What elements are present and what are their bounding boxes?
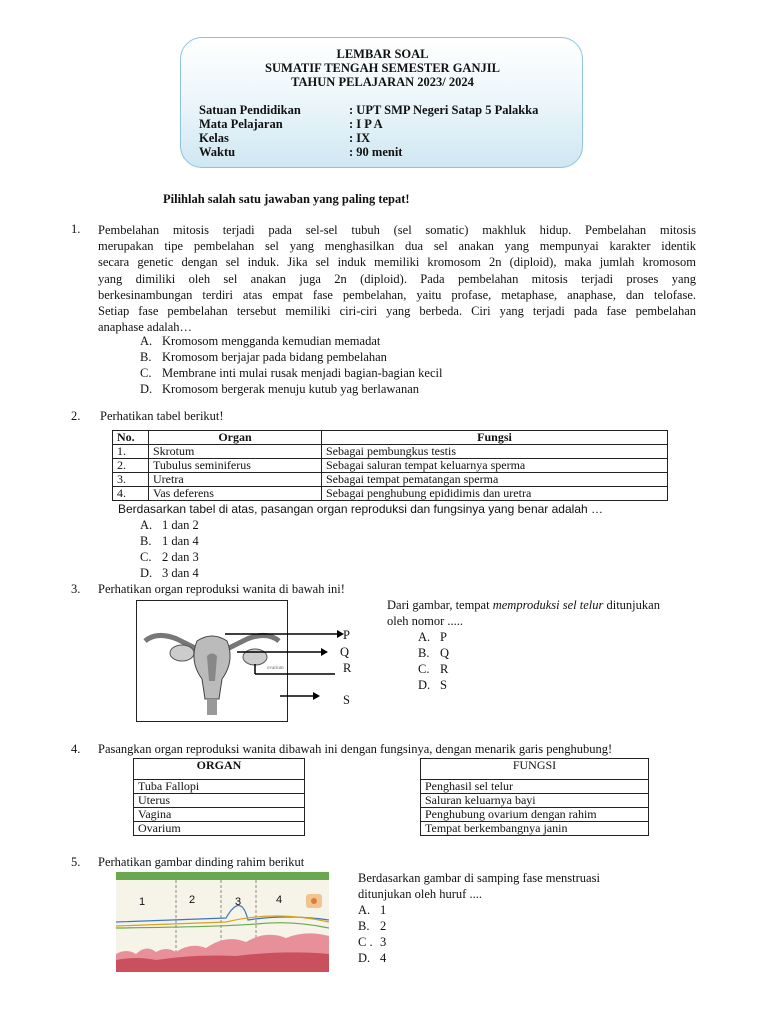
table-row: [113, 445, 668, 459]
option-text: R: [440, 662, 449, 676]
function-cell[interactable]: Saluran keluarnya bayi: [421, 794, 649, 808]
table-row: [113, 459, 668, 473]
q2-text: Perhatikan tabel berikut!: [100, 409, 224, 423]
option-text: 1: [380, 903, 387, 917]
table-row: [113, 487, 668, 501]
q1-text: [98, 222, 696, 335]
option-letter: A.: [140, 518, 153, 532]
q5-text: Perhatikan gambar dinding rahim berikut: [98, 855, 305, 869]
option-letter: D.: [418, 678, 431, 692]
table-header: No.: [113, 431, 149, 445]
q1-line: berkesinambungan terdiri atas empat fase pembelahan, yaitu profase, metaphase, anaphase, dan telofase.: [98, 287, 696, 302]
header-box: [180, 37, 583, 168]
q1-line: Setiap fase pembelahan tersebut memiliki ciri-ciri yang berbeda. Ciri yang terjadi pada fase pembelahan: [98, 304, 696, 319]
info-value: : I P A: [349, 117, 383, 131]
instruction: Pilihlah salah satu jawaban yang paling tepat!: [163, 192, 410, 206]
info-value: : UPT SMP Negeri Satap 5 Palakka: [349, 103, 539, 117]
q2-table: [112, 430, 668, 501]
q1-line: merupakan tipe pembelahan sel yang menghasilkan dua sel anakan yang mempunyai karakter identik: [98, 239, 696, 254]
table-header: Organ: [149, 431, 322, 445]
table-cell: Sebagai saluran tempat keluarnya sperma: [322, 459, 668, 473]
organ-cell[interactable]: Tuba Fallopi: [134, 780, 305, 794]
option-letter: A.: [418, 630, 431, 644]
q3-question-pre: Dari gambar, tempat: [387, 598, 493, 612]
option-letter: B.: [418, 646, 430, 660]
q2-number: 2.: [71, 409, 81, 423]
option-text: Q: [440, 646, 450, 660]
table-cell: Sebagai pembungkus testis: [322, 445, 668, 459]
option-letter: C.: [140, 550, 152, 564]
option-text: 1 dan 4: [162, 534, 199, 548]
table-cell: Vas deferens: [149, 487, 322, 501]
organ-table: [133, 758, 305, 836]
q1-line: secara genetic dengan sel induk. Jika sel induk memiliki kromosom 2n (diploid), maka jumlah kromosom: [98, 255, 696, 270]
phase-label-4: 4: [276, 894, 283, 906]
option-text: P: [440, 630, 447, 644]
table-cell: Skrotum: [149, 445, 322, 459]
q3-question: [387, 598, 660, 613]
q3-number: 3.: [71, 582, 81, 596]
function-cell[interactable]: Tempat berkembangnya janin: [421, 822, 649, 836]
q1-number: 1.: [71, 222, 81, 236]
q3-text: Perhatikan organ reproduksi wanita di bawah ini!: [98, 582, 345, 596]
table-cell: 4.: [113, 487, 149, 501]
q3-question-post: ditunjukan: [603, 598, 660, 612]
q3-question-line2: oleh nomor .....: [387, 614, 464, 628]
info-label: Kelas: [199, 131, 229, 145]
info-label: Waktu: [199, 145, 236, 159]
option-letter: B.: [358, 919, 370, 933]
table-cell: 1.: [113, 445, 149, 459]
option-letter: B.: [140, 350, 152, 364]
info-label: Satuan Pendidikan: [199, 103, 301, 117]
q1-line: yang dimiliki oleh sel anakan juga 2n (diploid). Pada pembelahan mitosis terjadi proses yang: [98, 271, 696, 286]
phase-label-2: 2: [189, 894, 196, 906]
info-value: : IX: [349, 131, 371, 145]
table-header-row: [113, 431, 668, 445]
q5-number: 5.: [71, 855, 81, 869]
option-letter: C .: [358, 935, 373, 949]
table-cell: Tubulus seminiferus: [149, 459, 322, 473]
option-letter: C.: [418, 662, 430, 676]
sheet-title: LEMBAR SOAL: [336, 47, 429, 61]
pointer-lines: [225, 620, 345, 710]
option-text: Kromosom bergerak menuju kutub yag berlawanan: [162, 382, 419, 396]
option-text: Kromosom mengganda kemudian memadat: [162, 334, 381, 348]
option-letter: C.: [140, 366, 152, 380]
table-cell: Sebagai penghubung epididimis dan uretra: [322, 487, 668, 501]
function-cell[interactable]: Penghasil sel telur: [421, 780, 649, 794]
option-letter: D.: [140, 566, 153, 580]
option-letter: D.: [358, 951, 371, 965]
q5-question-line2: ditunjukan oleh huruf ....: [358, 887, 482, 901]
function-table: [420, 758, 649, 836]
option-text: Kromosom berjajar pada bidang pembelahan: [162, 350, 387, 364]
q1-line: Pembelahan mitosis terjadi pada sel-sel tubuh (sel somatic) makhluk hidup. Pembelahan mitosis: [98, 223, 696, 237]
label-r: R: [343, 661, 352, 675]
function-cell[interactable]: Penghubung ovarium dengan rahim: [421, 808, 649, 822]
option-text: Membrane inti mulai rusak menjadi bagian-bagian kecil: [162, 366, 443, 380]
phase-label-3: 3: [235, 896, 242, 908]
option-text: 1 dan 2: [162, 518, 199, 532]
phase-label-1: 1: [139, 896, 146, 908]
table-row: [113, 473, 668, 487]
option-text: 4: [380, 951, 387, 965]
label-q: Q: [340, 645, 350, 659]
q2-question: Berdasarkan tabel di atas, pasangan organ reproduksi dan fungsinya yang benar adalah …: [118, 502, 603, 516]
organ-cell[interactable]: Ovarium: [134, 822, 305, 836]
organ-cell[interactable]: Uterus: [134, 794, 305, 808]
option-text: S: [440, 678, 447, 692]
option-text: 3 dan 4: [162, 566, 199, 580]
table-cell: 2.: [113, 459, 149, 473]
label-p: P: [343, 628, 350, 642]
option-letter: D.: [140, 382, 153, 396]
option-letter: A.: [358, 903, 371, 917]
label-s: S: [343, 693, 350, 707]
info-label: Mata Pelajaran: [199, 117, 283, 131]
exam-title: SUMATIF TENGAH SEMESTER GANJIL: [265, 61, 500, 75]
q4-text: Pasangkan organ reproduksi wanita dibawah ini dengan fungsinya, dengan menarik garis penghubung!: [98, 742, 613, 756]
table-cell: 3.: [113, 473, 149, 487]
q3-question-emphasis: memproduksi sel telur: [492, 598, 604, 612]
option-text: 2 dan 3: [162, 550, 199, 564]
function-header: FUNGSI: [421, 759, 649, 780]
q1-line: anaphase adalah…: [98, 320, 193, 335]
organ-cell[interactable]: Vagina: [134, 808, 305, 822]
option-text: 2: [380, 919, 387, 933]
option-letter: B.: [140, 534, 152, 548]
option-text: 3: [380, 935, 387, 949]
table-cell: Uretra: [149, 473, 322, 487]
option-letter: A.: [140, 334, 153, 348]
q5-question-line1: Berdasarkan gambar di samping fase menstruasi: [358, 871, 600, 885]
table-cell: Sebagai tempat pematangan sperma: [322, 473, 668, 487]
year-title: TAHUN PELAJARAN 2023/ 2024: [291, 75, 474, 89]
svg-text:ovarium: ovarium: [267, 666, 284, 671]
organ-header: ORGAN: [134, 759, 305, 780]
info-value: : 90 menit: [349, 145, 403, 159]
table-header: Fungsi: [322, 431, 668, 445]
uterine-wall-illustration: [116, 872, 329, 972]
q4-number: 4.: [71, 742, 81, 756]
uterine-wall-figure: [116, 872, 329, 972]
